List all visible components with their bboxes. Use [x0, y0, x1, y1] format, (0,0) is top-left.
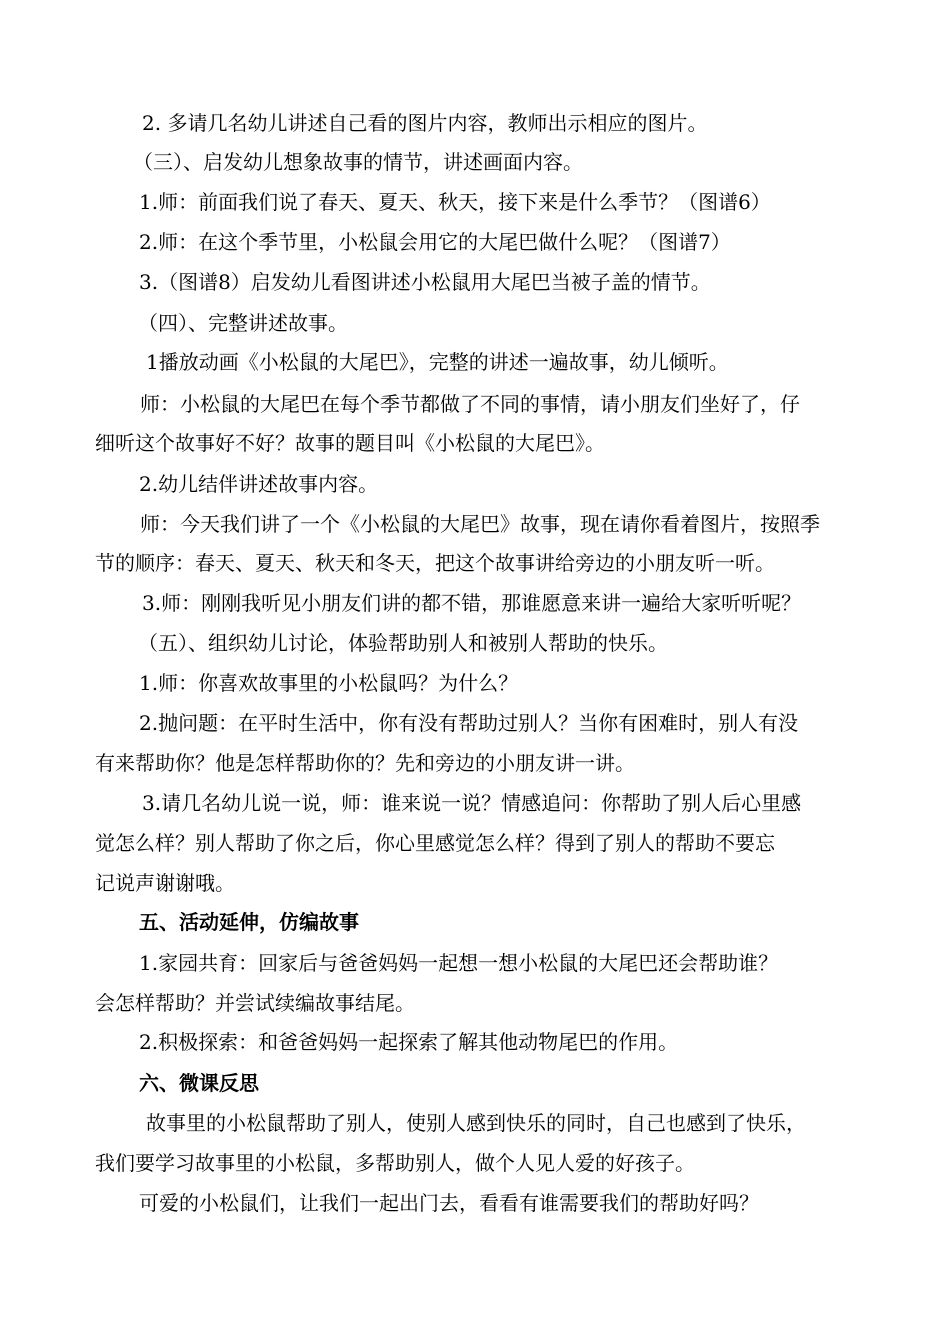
text-line: 节的顺序：春天、夏天、秋天和冬天，把这个故事讲给旁边的小朋友听一听。: [95, 551, 775, 575]
text-line: 师：今天我们讲了一个《小松鼠的大尾巴》故事，现在请你看着图片，按照季: [140, 512, 820, 536]
text-line: 细听这个故事好不好？故事的题目叫《小松鼠的大尾巴》。: [95, 431, 605, 455]
text-line: 2.师：在这个季节里，小松鼠会用它的大尾巴做什么呢？（图谱7）: [139, 230, 731, 254]
text-line: 1.师：你喜欢故事里的小松鼠吗？为什么？: [139, 671, 519, 695]
text-line: 2. 多请几名幼儿讲述自己看的图片内容，教师出示相应的图片。: [142, 111, 708, 135]
text-line: 3.师：刚刚我听见小朋友们讲的都不错，那谁愿意来讲一遍给大家听听呢？: [142, 591, 802, 615]
text-line: 师：小松鼠的大尾巴在每个季节都做了不同的事情，请小朋友们坐好了，仔: [140, 392, 800, 416]
text-line: 3.请几名幼儿说一说，师：谁来说一说？情感追问：你帮助了别人后心里感: [142, 791, 802, 815]
text-line: 会怎样帮助？并尝试续编故事结尾。: [95, 991, 415, 1015]
text-line: 有来帮助你？他是怎样帮助你的？先和旁边的小朋友讲一讲。: [95, 751, 635, 775]
text-line: 记说声谢谢哦。: [95, 871, 235, 895]
section-heading: （五）、组织幼儿讨论，体验帮助别人和被别人帮助的快乐。: [138, 631, 668, 655]
chapter-heading: 六、微课反思: [139, 1071, 259, 1095]
text-line: 觉怎么样？别人帮助了你之后，你心里感觉怎么样？得到了别人的帮助不要忘: [95, 831, 775, 855]
text-line: 我们要学习故事里的小松鼠，多帮助别人，做个人见人爱的好孩子。: [95, 1151, 695, 1175]
text-line: 故事里的小松鼠帮助了别人，使别人感到快乐的同时，自己也感到了快乐，: [146, 1111, 806, 1135]
section-heading: （四）、完整讲述故事。: [138, 311, 348, 335]
section-heading: （三）、启发幼儿想象故事的情节，讲述画面内容。: [133, 150, 583, 174]
text-line: 3.（图谱8）启发幼儿看图讲述小松鼠用大尾巴当被子盖的情节。: [139, 270, 711, 294]
chapter-heading: 五、活动延伸，仿编故事: [139, 910, 359, 934]
text-line: 1播放动画《小松鼠的大尾巴》，完整的讲述一遍故事，幼儿倾听。: [146, 350, 729, 374]
text-line: 可爱的小松鼠们，让我们一起出门去，看看有谁需要我们的帮助好吗？: [139, 1191, 759, 1215]
text-line: 2.积极探索：和爸爸妈妈一起探索了解其他动物尾巴的作用。: [139, 1030, 679, 1054]
text-line: 1.家园共育：回家后与爸爸妈妈一起想一想小松鼠的大尾巴还会帮助谁？: [139, 951, 779, 975]
text-line: 2.幼儿结伴讲述故事内容。: [139, 472, 379, 496]
text-line: 1.师：前面我们说了春天、夏天、秋天，接下来是什么季节？（图谱6）: [139, 190, 771, 214]
text-line: 2.抛问题：在平时生活中，你有没有帮助过别人？当你有困难时，别人有没: [139, 711, 799, 735]
